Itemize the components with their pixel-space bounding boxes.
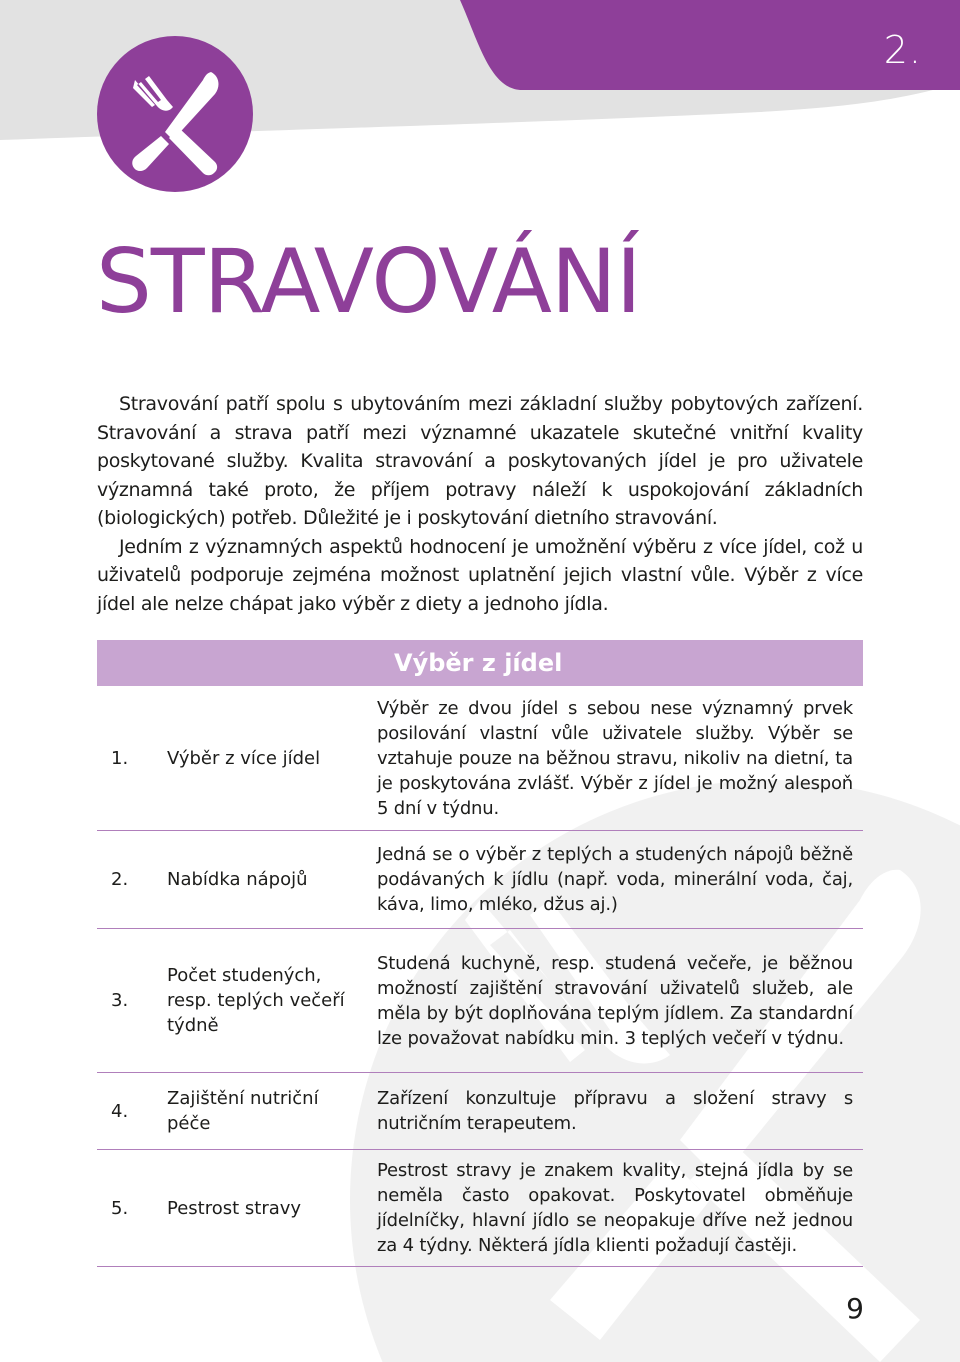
- table-row: [97, 1073, 863, 1150]
- row-description: Pestrost stravy je znakem kvality, stejná jídla by se neměla často opakovat. Poskytovatel obměňuje jídelníčky, hlavní jídlo se neopakuje dříve než jednou za 4 týdny. Některá jídla klienti požadují častěji.: [377, 1150, 863, 1267]
- table-row: [97, 686, 863, 831]
- row-criterion: Nabídka nápojů: [158, 831, 377, 929]
- table-row: [97, 831, 863, 929]
- row-criterion: Pestrost stravy: [158, 1150, 377, 1267]
- row-number: 2.: [97, 831, 158, 929]
- page-title: STRAVOVÁNÍ: [96, 230, 641, 333]
- row-description: Zařízení konzultuje přípravu a složení stravy s nutričním terapeutem.: [377, 1073, 863, 1150]
- table-row: [97, 1150, 863, 1267]
- chapter-number: 2.: [883, 28, 922, 72]
- row-number: 3.: [97, 929, 158, 1073]
- intro-paragraph: Stravování patří spolu s ubytováním mezi základní služby pobytových zařízení. Stravování a strava patří mezi významné ukazatele skutečné vnitřní kvality poskytované služby. Kvalita stravování a poskytovaných jídel je pro uživatele významná také proto, že příjem potravy náleží k uspokojování základních (biologických) potřeb. Důležité je i poskytování dietního stravování.: [97, 393, 863, 529]
- intro-text: [97, 390, 863, 618]
- row-number: 5.: [97, 1150, 158, 1267]
- row-description: Studená kuchyně, resp. studená večeře, je běžnou možností zajištění stravování uživatelů služeb, ale měla by být doplňována teplým jídlem. Za standardní lze považovat nabídku min. 3 teplých večeří v týdnu.: [377, 929, 863, 1073]
- fork-knife-icon: [97, 36, 253, 192]
- table-header: Výběr z jídel: [97, 640, 863, 686]
- row-number: 1.: [97, 686, 158, 831]
- row-description: Jedná se o výběr z teplých a studených nápojů běžně podávaných k jídlu (např. voda, minerální voda, čaj, káva, limo, mléko, džus aj.): [377, 831, 863, 929]
- row-criterion: Výběr z více jídel: [158, 686, 377, 831]
- table-row: [97, 929, 863, 1073]
- row-number: 4.: [97, 1073, 158, 1150]
- page-number: 9: [846, 1292, 864, 1325]
- intro-paragraph: Jedním z významných aspektů hodnocení je umožnění výběru z více jídel, což u uživatelů podporuje zejména možnost uplatnění jejich vlastní vůle. Výběr z více jídel ale nelze chápat jako výběr z diety a jednoho jídla.: [97, 535, 863, 615]
- row-description: Výběr ze dvou jídel s sebou nese významný prvek posilování vlastní vůle uživatele služby. Výběr se vztahuje pouze na běžnou stravu, nikoliv na dietní, ta je poskytována zvlášť. Výběr z jídel je možný alespoň 5 dní v týdnu.: [377, 686, 863, 831]
- row-criterion: Počet studených, resp. teplých večeří týdně: [158, 929, 377, 1073]
- row-criterion: Zajištění nutriční péče: [158, 1073, 377, 1150]
- meal-choice-table: [97, 640, 863, 1267]
